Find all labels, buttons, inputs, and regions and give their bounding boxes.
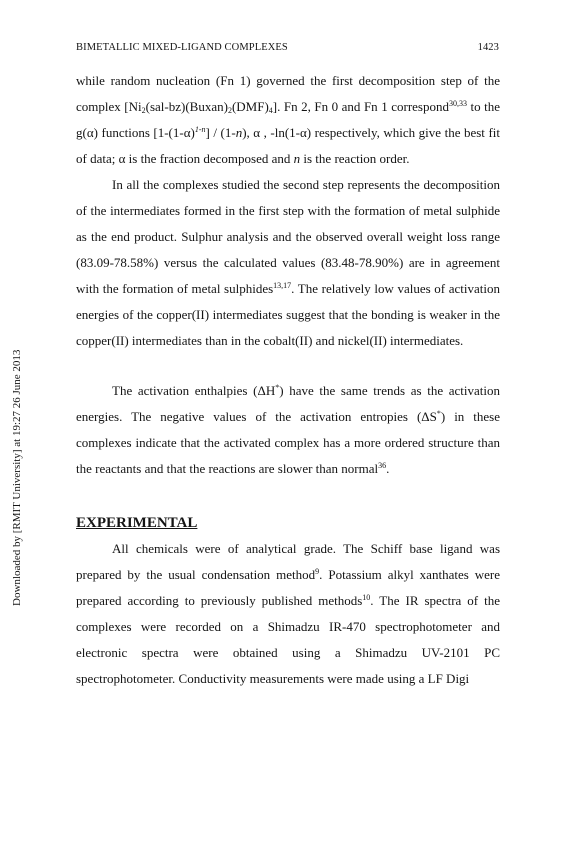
page-number: 1423 — [477, 42, 499, 53]
section-heading-experimental: EXPERIMENTAL — [76, 515, 198, 531]
paragraph-second-step: In all the complexes studied the second step represents the decomposition of the intermediates formed in the first step with the formation of metal sulphide as the end product. Sulphur analysis and the observed overall weight loss range (83.09-78.58%) versus the calculated values (83.48-78.90%) are in agreement with the formation of metal sulphides$^{13,17}$. The relatively low values of activation energies of the copper(II) intermediates suggest that the bonding is weaker in the copper(II) intermediates than in the cobalt(II) and nickel(II) intermediates. — [76, 177, 500, 348]
citation-ref: 36 — [378, 461, 387, 470]
citation-ref: 13,17 — [273, 281, 292, 290]
citation-ref: 10 — [362, 593, 371, 602]
download-watermark: Downloaded by [RMIT University] at 19:27 26 June 2013 — [11, 349, 23, 606]
paragraph-experimental: All chemicals were of analytical grade. The Schiff base ligand was prepared by the usual condensation method$^9$. Potassium alkyl xanthates were prepared according to previously published methods$^{10}$. The IR spectra of the complexes were recorded on a Shimadzu IR-470 spectrophotometer and electronic spectra were obtained using a Shimadzu UV-2101 PC spectrophotometer. Conductivity measurements were made using a LF Digi — [76, 541, 500, 686]
paragraph-decomposition-functions: while random nucleation (Fn 1) governed the first decomposition step of the complex $[Ni_2(sal-bz)(Buxan)_2(DMF)_4]$. Fn 2, Fn 0 and Fn 1 correspond$^{30,33}$ to the g(α) functions $[1-(1-\alpha)^{1-n}] / (1-n)$, α , -ln(1-α) respectively, which give the best fit of data; α is the fraction decomposed and n is the reaction order. — [76, 73, 501, 166]
article-body — [76, 68, 500, 692]
exponent: 1-n — [194, 125, 206, 134]
running-title: BIMETALLIC MIXED-LIGAND COMPLEXES — [76, 42, 288, 53]
paragraph-gap — [76, 354, 500, 378]
citation-ref: 9 — [315, 567, 320, 576]
paragraph-activation-parameters: The activation enthalpies (ΔH*) have the same trends as the activation energies. The negative values of the activation entropies (ΔS*) in these complexes indicate that the activated complex has a more ordered structure than the reactants and that the reactions are slower than normal$^{36}$. — [76, 383, 501, 476]
citation-ref: 30,33 — [448, 99, 467, 108]
section-gap — [76, 482, 500, 512]
